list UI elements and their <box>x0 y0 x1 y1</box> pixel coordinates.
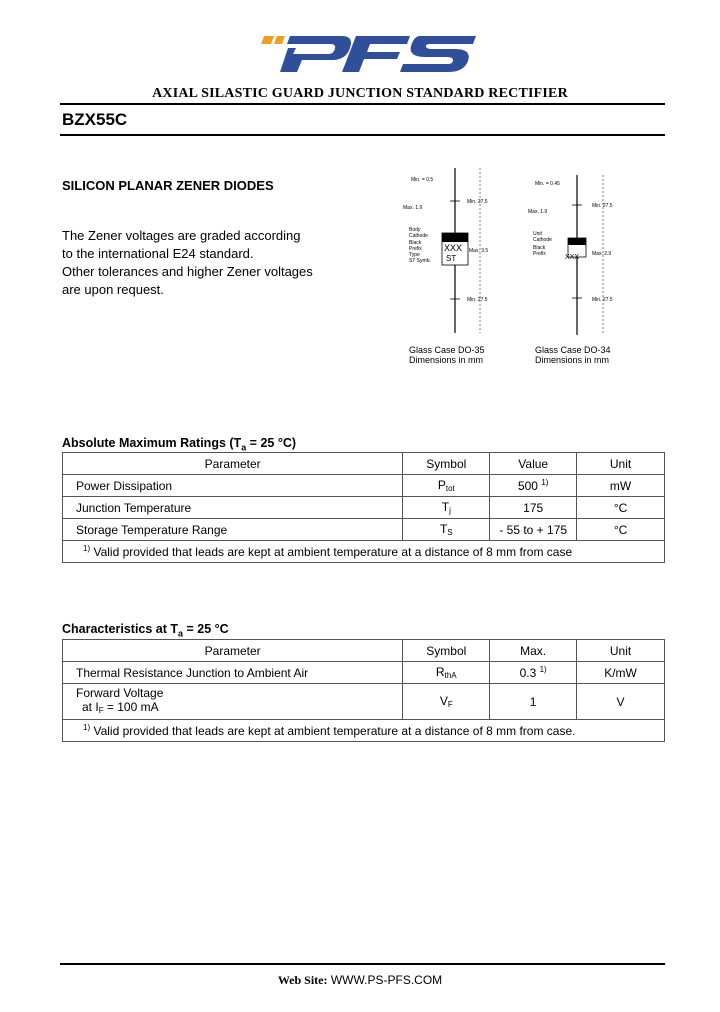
header-rule-top <box>60 103 665 105</box>
table-note-row <box>63 720 665 742</box>
do35-diagram <box>403 168 488 365</box>
symbol-sub: tot <box>445 484 455 493</box>
header-cell: Parameter <box>63 640 403 662</box>
value-cell: 175 <box>490 497 577 519</box>
symbol-sub: F <box>447 700 453 709</box>
header-rule-bottom <box>60 134 665 136</box>
value-cell <box>490 662 577 684</box>
table-row <box>63 684 665 720</box>
unit-cell: °C <box>577 497 665 519</box>
footnote-text: Valid provided that leads are kept at ambient temperature at a distance of 8 mm from case <box>90 545 573 559</box>
symbol-sub: S <box>447 528 453 537</box>
intro-line: to the international E24 standard. <box>62 246 254 261</box>
footnote-marker: 1) <box>83 723 91 732</box>
website-link[interactable]: WWW.PS-PFS.COM <box>330 973 443 987</box>
header-cell: Value <box>490 453 577 475</box>
do35-label: Body <box>409 227 421 233</box>
abs-max-table <box>62 452 665 563</box>
website-label: Web Site: <box>277 973 328 987</box>
do35-label: Max. 1.9 <box>403 205 423 211</box>
do34-label: Max. 2.9 <box>592 251 612 257</box>
unit-cell: °C <box>577 519 665 541</box>
char-title-sub: a <box>178 628 184 639</box>
value-cell: - 55 to + 175 <box>490 519 577 541</box>
symbol-sub: j <box>449 506 451 515</box>
abs-max-title-pre: Absolute Maximum Ratings (T <box>62 436 242 450</box>
do35-label: Black <box>409 240 422 246</box>
header-cell: Unit <box>577 640 665 662</box>
do35-marking: XXX <box>444 243 463 253</box>
param-cell: Power Dissipation <box>63 475 403 497</box>
document-subtitle: AXIAL SILASTIC GUARD JUNCTION STANDARD RECTIFIER <box>152 86 568 101</box>
package-diagrams <box>395 165 630 375</box>
do35-label: Prefix <box>409 246 422 252</box>
do35-label: Min. = 0.5 <box>411 177 434 183</box>
symbol: V <box>439 694 448 708</box>
footnote-cell <box>63 541 665 563</box>
header-cell: Unit <box>577 453 665 475</box>
symbol: T <box>439 522 448 536</box>
value-footnote: 1) <box>541 478 549 487</box>
abs-max-title <box>62 436 296 453</box>
intro-line: Other tolerances and higher Zener voltages <box>62 264 313 279</box>
param-line: Forward Voltage <box>76 685 164 700</box>
do35-caption: Dimensions in mm <box>409 355 484 365</box>
unit-cell: V <box>577 684 665 720</box>
symbol-cell <box>403 684 490 720</box>
do34-label: Black <box>533 245 546 251</box>
footnote-text: Valid provided that leads are kept at ambient temperature at a distance of 8 mm from case. <box>90 724 576 738</box>
footer-rule <box>60 963 665 965</box>
value: 500 <box>517 479 538 493</box>
characteristics-table <box>62 639 665 742</box>
table-row <box>63 519 665 541</box>
param-cell <box>63 684 403 720</box>
table-row <box>63 662 665 684</box>
abs-max-title-sub: a <box>241 442 247 453</box>
symbol-cell <box>403 519 490 541</box>
symbol-cell <box>403 497 490 519</box>
do34-label: Max. 1.9 <box>528 209 548 215</box>
do34-label: Min. 27.5 <box>592 297 613 303</box>
char-title-pre: Characteristics at T <box>62 622 179 636</box>
param-cell: Thermal Resistance Junction to Ambient Air <box>63 662 403 684</box>
do34-label: Cathode <box>533 237 552 243</box>
logo-orange-bars <box>261 36 285 44</box>
header-cell: Max. <box>490 640 577 662</box>
do34-caption: Glass Case DO-34 <box>535 345 611 355</box>
abs-max-title-post: = 25 °C) <box>246 436 297 450</box>
table-row <box>63 475 665 497</box>
value-cell: 1 <box>490 684 577 720</box>
footer <box>0 973 720 988</box>
do34-label: Min. = 0.45 <box>535 181 560 187</box>
value-cell <box>490 475 577 497</box>
do35-label: Min. 27.5 <box>467 297 488 303</box>
do35-caption: Glass Case DO-35 <box>409 345 485 355</box>
char-title-post: = 25 °C <box>183 622 229 636</box>
table-note-row <box>63 541 665 563</box>
symbol: R <box>435 665 445 679</box>
part-number: BZX55C <box>62 110 128 129</box>
table-row <box>63 497 665 519</box>
symbol: T <box>441 500 450 514</box>
intro-line: are upon request. <box>62 282 164 297</box>
symbol-cell <box>403 662 490 684</box>
symbol-sub: thA <box>444 671 457 680</box>
table-header-row <box>63 640 665 662</box>
logo-letters <box>280 36 476 72</box>
do35-marking: ST <box>446 254 457 263</box>
do34-caption: Dimensions in mm <box>535 355 610 365</box>
condition-sub: F <box>98 705 104 715</box>
do35-label: Max. 3.5 <box>469 248 489 254</box>
do34-label: Unit <box>533 231 542 237</box>
product-heading: SILICON PLANAR ZENER DIODES <box>62 178 274 193</box>
param-cell: Junction Temperature <box>63 497 403 519</box>
symbol-cell <box>403 475 490 497</box>
header-cell: Parameter <box>63 453 403 475</box>
pfs-logo <box>250 28 480 76</box>
do34-label: Prefix <box>533 251 546 257</box>
do35-label: ST Symb. <box>409 258 431 264</box>
unit-cell: mW <box>577 475 665 497</box>
unit-cell: K/mW <box>577 662 665 684</box>
header-cell: Symbol <box>403 453 490 475</box>
condition-post: = 100 mA <box>103 699 159 714</box>
footnote-cell <box>63 720 665 742</box>
symbol: P <box>437 478 446 492</box>
do34-label: Min. 27.5 <box>592 203 613 209</box>
do35-label: Cathode <box>409 233 428 239</box>
value: 0.3 <box>519 666 537 680</box>
characteristics-title <box>62 622 229 639</box>
do35-label: Type <box>409 252 420 258</box>
do35-label: Min. 27.5 <box>467 199 488 205</box>
value-footnote: 1) <box>539 665 547 674</box>
do34-diagram <box>528 175 613 365</box>
param-cell: Storage Temperature Range <box>63 519 403 541</box>
intro-text <box>62 227 313 299</box>
table-header-row <box>63 453 665 475</box>
header-cell: Symbol <box>403 640 490 662</box>
intro-line: The Zener voltages are graded according <box>62 228 301 243</box>
condition-pre: at I <box>82 699 99 714</box>
footnote-marker: 1) <box>83 544 91 553</box>
param-condition <box>76 700 398 718</box>
do34-marking: XXX <box>565 254 580 261</box>
